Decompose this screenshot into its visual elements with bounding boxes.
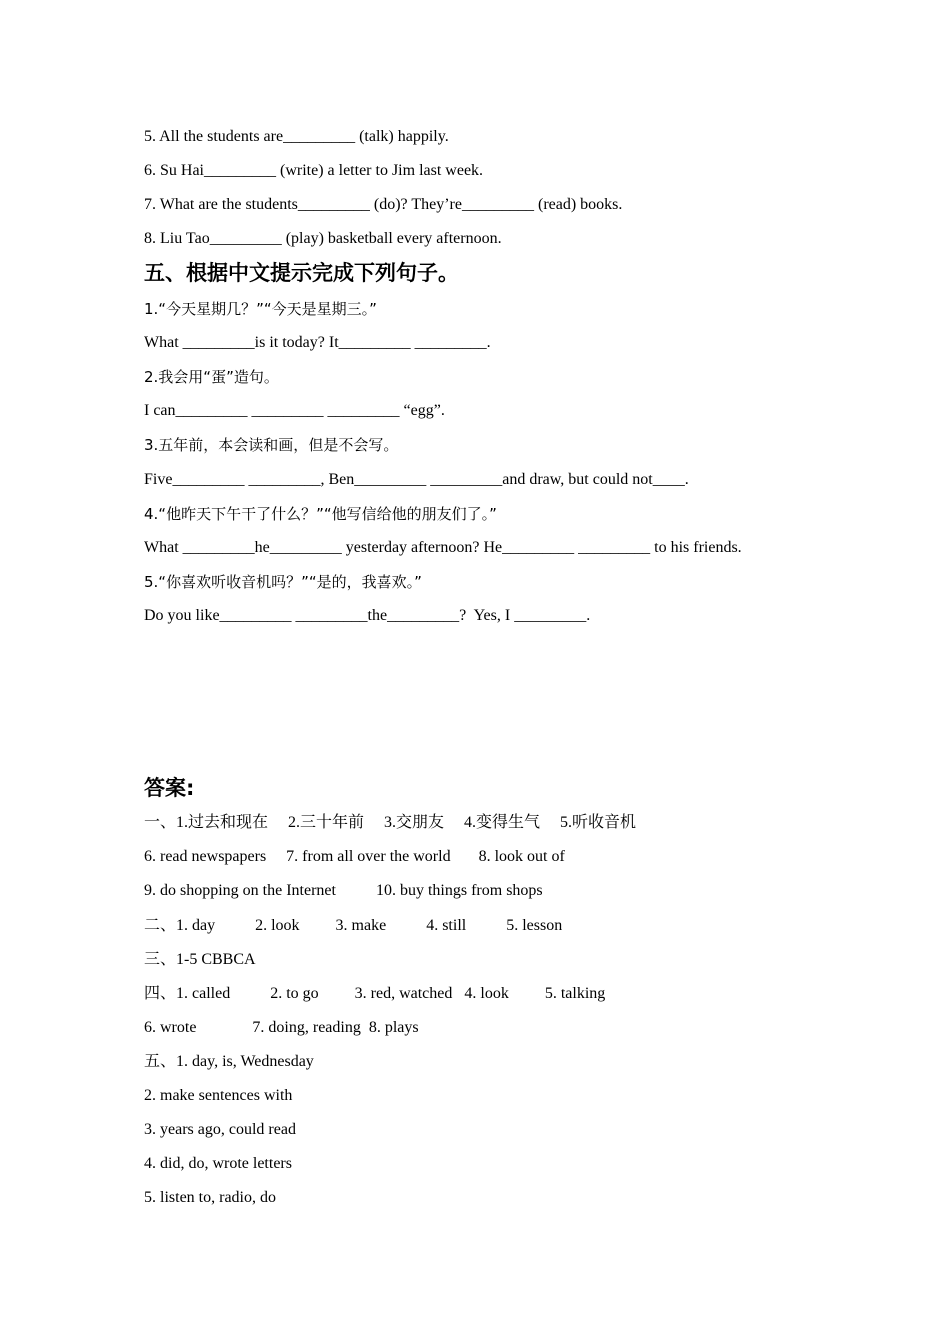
- chinese-prompt: 1.“今天星期几？”“今天是星期三。”: [144, 300, 377, 318]
- answer-key-line: 5. listen to, radio, do: [144, 1189, 276, 1206]
- exercise-sentence: 5. All the students are_________ (talk) happily.: [144, 128, 449, 145]
- chinese-prompt: 5.“你喜欢听收音机吗？”“是的，我喜欢。”: [144, 573, 422, 591]
- answer-key-line: 一、1.过去和现在 2.三十年前 3.交朋友 4.变得生气 5.听收音机: [144, 814, 637, 831]
- answer-key-line: 五、1. day, is, Wednesday: [144, 1053, 314, 1070]
- answer-key-line: 6. wrote 7. doing, reading 8. plays: [144, 1019, 419, 1036]
- answer-key-line: 四、1. called 2. to go 3. red, watched 4. look 5. talking: [144, 985, 606, 1002]
- answer-line: Five_________ _________, Ben_________ _________and draw, but could not____.: [144, 471, 689, 488]
- answer-line: What _________is it today? It_________ _________.: [144, 334, 491, 351]
- exercise-sentence: 7. What are the students_________ (do)? They’re_________ (read) books.: [144, 196, 623, 213]
- answer-line: Do you like_________ _________the_________? Yes, I _________.: [144, 607, 591, 624]
- answer-key-line: 9. do shopping on the Internet 10. buy things from shops: [144, 882, 543, 899]
- chinese-prompt: 3.五年前，本会读和画，但是不会写。: [144, 436, 399, 454]
- answer-key-line: 三、1-5 CBBCA: [144, 951, 256, 968]
- answers-heading: 答案:: [144, 776, 195, 800]
- answer-key-line: 3. years ago, could read: [144, 1121, 296, 1138]
- chinese-prompt: 2.我会用“蛋”造句。: [144, 368, 279, 386]
- answer-line: What _________he_________ yesterday afternoon? He_________ _________ to his friends.: [144, 539, 742, 556]
- answer-key-line: 4. did, do, wrote letters: [144, 1155, 292, 1172]
- chinese-prompt: 4.“他昨天下午干了什么？”“他写信给他的朋友们了。”: [144, 505, 497, 523]
- exercise-sentence: 8. Liu Tao_________ (play) basketball every afternoon.: [144, 230, 502, 247]
- answer-key-line: 6. read newspapers 7. from all over the world 8. look out of: [144, 848, 565, 865]
- exercise-sentence: 6. Su Hai_________ (write) a letter to Jim last week.: [144, 162, 484, 179]
- answer-line: I can_________ _________ _________ “egg”.: [144, 402, 445, 419]
- section-heading: 五、根据中文提示完成下列句子。: [144, 261, 459, 285]
- answer-key-line: 二、1. day 2. look 3. make 4. still 5. lesson: [144, 917, 563, 934]
- answer-key-line: 2. make sentences with: [144, 1087, 293, 1104]
